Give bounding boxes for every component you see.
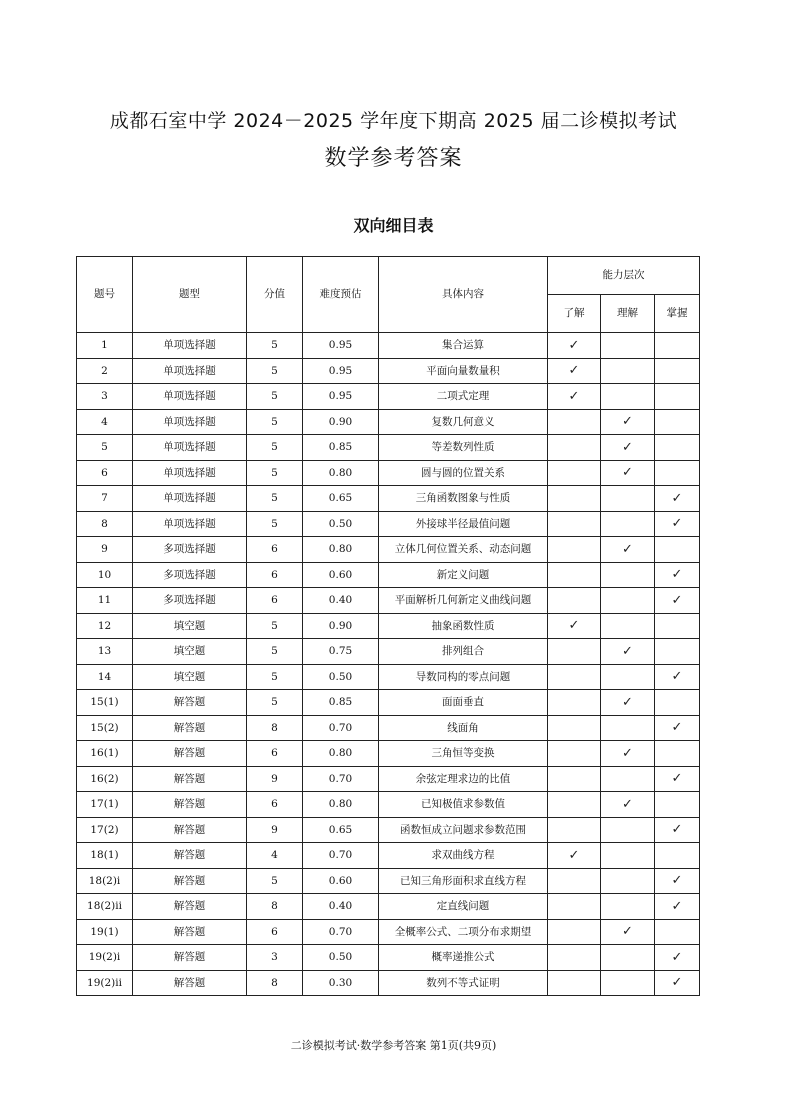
question-type-cell: 单项选择题	[133, 358, 247, 384]
understand-check-cell	[548, 460, 601, 486]
comprehend-check-cell	[601, 613, 655, 639]
comprehend-check-cell	[601, 511, 655, 537]
table-row	[77, 868, 700, 894]
understand-check-cell	[548, 562, 601, 588]
master-check-cell	[655, 511, 700, 537]
question-type-cell: 解答题	[133, 792, 247, 818]
table-row	[77, 486, 700, 512]
content-cell: 余弦定理求边的比值	[379, 766, 548, 792]
comprehend-check-cell	[601, 384, 655, 410]
content-cell: 排列组合	[379, 639, 548, 665]
content-cell: 立体几何位置关系、动态问题	[379, 537, 548, 563]
score-cell: 6	[247, 919, 303, 945]
table-row	[77, 919, 700, 945]
question-number-cell: 16(1)	[77, 741, 133, 767]
difficulty-cell: 0.50	[303, 945, 379, 971]
question-type-cell: 解答题	[133, 715, 247, 741]
question-number-cell: 15(1)	[77, 690, 133, 716]
difficulty-cell: 0.50	[303, 511, 379, 537]
table-row	[77, 384, 700, 410]
score-cell: 8	[247, 715, 303, 741]
header-score: 分值	[247, 257, 303, 333]
master-check-cell	[655, 486, 700, 512]
table-row	[77, 817, 700, 843]
content-cell: 求双曲线方程	[379, 843, 548, 869]
comprehend-check-cell	[601, 919, 655, 945]
check-mark-icon: ✓	[622, 465, 633, 481]
check-mark-icon: ✓	[671, 975, 683, 991]
master-check-cell	[655, 664, 700, 690]
question-number-cell: 2	[77, 358, 133, 384]
question-number-cell: 18(2)ⅱ	[77, 894, 133, 920]
content-cell: 面面垂直	[379, 690, 548, 716]
question-type-cell: 单项选择题	[133, 409, 247, 435]
table-row	[77, 690, 700, 716]
content-cell: 导数同构的零点问题	[379, 664, 548, 690]
score-cell: 5	[247, 664, 303, 690]
comprehend-check-cell	[601, 945, 655, 971]
table-row	[77, 435, 700, 461]
master-check-cell	[655, 715, 700, 741]
master-check-cell	[655, 639, 700, 665]
table-row	[77, 843, 700, 869]
comprehend-check-cell	[601, 843, 655, 869]
comprehend-check-cell	[601, 409, 655, 435]
difficulty-cell: 0.85	[303, 435, 379, 461]
master-check-cell	[655, 766, 700, 792]
score-cell: 8	[247, 970, 303, 996]
difficulty-cell: 0.80	[303, 792, 379, 818]
check-mark-icon: ✓	[622, 541, 633, 557]
understand-check-cell	[548, 358, 601, 384]
question-number-cell: 6	[77, 460, 133, 486]
table-title: 双向细目表	[353, 216, 434, 235]
understand-check-cell	[548, 919, 601, 945]
question-number-cell: 18(2)ⅰ	[77, 868, 133, 894]
difficulty-cell: 0.65	[303, 817, 379, 843]
question-type-cell: 解答题	[133, 868, 247, 894]
content-cell: 已知三角形面积求直线方程	[379, 868, 548, 894]
content-cell: 二项式定理	[379, 384, 548, 410]
score-cell: 6	[247, 562, 303, 588]
master-check-cell	[655, 970, 700, 996]
understand-check-cell	[548, 894, 601, 920]
check-mark-icon: ✓	[671, 898, 683, 914]
understand-check-cell	[548, 690, 601, 716]
comprehend-check-cell	[601, 435, 655, 461]
check-mark-icon: ✓	[568, 388, 580, 404]
score-cell: 6	[247, 741, 303, 767]
content-cell: 三角函数图象与性质	[379, 486, 548, 512]
table-row	[77, 766, 700, 792]
question-number-cell: 11	[77, 588, 133, 614]
check-mark-icon: ✓	[568, 363, 580, 379]
question-type-cell: 多项选择题	[133, 562, 247, 588]
understand-check-cell	[548, 664, 601, 690]
content-cell: 全概率公式、二项分布求期望	[379, 919, 548, 945]
difficulty-cell: 0.80	[303, 460, 379, 486]
question-number-cell: 5	[77, 435, 133, 461]
comprehend-check-cell	[601, 690, 655, 716]
score-cell: 9	[247, 766, 303, 792]
content-cell: 已知极值求参数值	[379, 792, 548, 818]
master-check-cell	[655, 868, 700, 894]
question-number-cell: 9	[77, 537, 133, 563]
question-type-cell: 解答题	[133, 919, 247, 945]
question-type-cell: 解答题	[133, 894, 247, 920]
master-check-cell	[655, 409, 700, 435]
master-check-cell	[655, 460, 700, 486]
master-check-cell	[655, 945, 700, 971]
difficulty-cell: 0.75	[303, 639, 379, 665]
master-check-cell	[655, 919, 700, 945]
content-cell: 圆与圆的位置关系	[379, 460, 548, 486]
understand-check-cell	[548, 945, 601, 971]
comprehend-check-cell	[601, 486, 655, 512]
question-type-cell: 解答题	[133, 817, 247, 843]
score-cell: 6	[247, 537, 303, 563]
score-cell: 4	[247, 843, 303, 869]
content-cell: 外接球半径最值问题	[379, 511, 548, 537]
check-mark-icon: ✓	[671, 669, 683, 685]
check-mark-icon: ✓	[671, 490, 683, 506]
difficulty-cell: 0.40	[303, 588, 379, 614]
question-number-cell: 10	[77, 562, 133, 588]
two-way-specification-table	[76, 256, 700, 996]
difficulty-cell: 0.70	[303, 766, 379, 792]
question-type-cell: 解答题	[133, 945, 247, 971]
question-number-cell: 7	[77, 486, 133, 512]
score-cell: 5	[247, 358, 303, 384]
check-mark-icon: ✓	[622, 643, 633, 659]
understand-check-cell	[548, 766, 601, 792]
content-cell: 复数几何意义	[379, 409, 548, 435]
question-number-cell: 12	[77, 613, 133, 639]
score-cell: 5	[247, 384, 303, 410]
question-type-cell: 单项选择题	[133, 384, 247, 410]
header-ability-level: 能力层次	[548, 257, 700, 295]
understand-check-cell	[548, 511, 601, 537]
content-cell: 定直线问题	[379, 894, 548, 920]
question-number-cell: 19(1)	[77, 919, 133, 945]
master-check-cell	[655, 792, 700, 818]
difficulty-cell: 0.30	[303, 970, 379, 996]
question-type-cell: 解答题	[133, 766, 247, 792]
understand-check-cell	[548, 970, 601, 996]
difficulty-cell: 0.40	[303, 894, 379, 920]
check-mark-icon: ✓	[622, 745, 633, 761]
content-cell: 抽象函数性质	[379, 613, 548, 639]
check-mark-icon: ✓	[568, 618, 580, 634]
understand-check-cell	[548, 486, 601, 512]
table-row	[77, 715, 700, 741]
check-mark-icon: ✓	[671, 516, 683, 532]
check-mark-icon: ✓	[622, 439, 633, 455]
master-check-cell	[655, 843, 700, 869]
score-cell: 6	[247, 588, 303, 614]
understand-check-cell	[548, 639, 601, 665]
master-check-cell	[655, 817, 700, 843]
difficulty-cell: 0.70	[303, 715, 379, 741]
header-content: 具体内容	[379, 257, 548, 333]
score-cell: 5	[247, 639, 303, 665]
check-mark-icon: ✓	[671, 567, 683, 583]
comprehend-check-cell	[601, 588, 655, 614]
master-check-cell	[655, 588, 700, 614]
question-type-cell: 多项选择题	[133, 537, 247, 563]
score-cell: 9	[247, 817, 303, 843]
content-cell: 数列不等式证明	[379, 970, 548, 996]
difficulty-cell: 0.65	[303, 486, 379, 512]
question-number-cell: 3	[77, 384, 133, 410]
question-number-cell: 17(2)	[77, 817, 133, 843]
score-cell: 5	[247, 511, 303, 537]
table-row	[77, 537, 700, 563]
table-body	[77, 333, 700, 996]
score-cell: 5	[247, 690, 303, 716]
understand-check-cell	[548, 384, 601, 410]
master-check-cell	[655, 537, 700, 563]
table-row	[77, 792, 700, 818]
question-number-cell: 16(2)	[77, 766, 133, 792]
question-type-cell: 单项选择题	[133, 511, 247, 537]
score-cell: 5	[247, 613, 303, 639]
master-check-cell	[655, 894, 700, 920]
table-row	[77, 894, 700, 920]
table-row	[77, 409, 700, 435]
question-type-cell: 单项选择题	[133, 435, 247, 461]
content-cell: 平面解析几何新定义曲线问题	[379, 588, 548, 614]
header-question-type: 题型	[133, 257, 247, 333]
understand-check-cell	[548, 537, 601, 563]
question-type-cell: 解答题	[133, 741, 247, 767]
question-number-cell: 4	[77, 409, 133, 435]
question-number-cell: 19(2)ⅰ	[77, 945, 133, 971]
content-cell: 平面向量数量积	[379, 358, 548, 384]
comprehend-check-cell	[601, 715, 655, 741]
master-check-cell	[655, 613, 700, 639]
score-cell: 6	[247, 792, 303, 818]
question-type-cell: 单项选择题	[133, 333, 247, 359]
master-check-cell	[655, 333, 700, 359]
header-comprehend: 理解	[601, 295, 655, 333]
comprehend-check-cell	[601, 970, 655, 996]
check-mark-icon: ✓	[671, 592, 683, 608]
header-understand: 了解	[548, 295, 601, 333]
check-mark-icon: ✓	[671, 771, 683, 787]
question-type-cell: 填空题	[133, 639, 247, 665]
difficulty-cell: 0.60	[303, 562, 379, 588]
understand-check-cell	[548, 868, 601, 894]
table-row	[77, 588, 700, 614]
master-check-cell	[655, 384, 700, 410]
table-row	[77, 562, 700, 588]
check-mark-icon: ✓	[622, 414, 633, 430]
check-mark-icon: ✓	[671, 822, 683, 838]
master-check-cell	[655, 562, 700, 588]
content-cell: 三角恒等变换	[379, 741, 548, 767]
table-row	[77, 970, 700, 996]
score-cell: 8	[247, 894, 303, 920]
master-check-cell	[655, 741, 700, 767]
score-cell: 3	[247, 945, 303, 971]
check-mark-icon: ✓	[568, 847, 580, 863]
question-type-cell: 单项选择题	[133, 460, 247, 486]
comprehend-check-cell	[601, 639, 655, 665]
question-number-cell: 13	[77, 639, 133, 665]
check-mark-icon: ✓	[622, 796, 633, 812]
exam-title: 成都石室中学 2024－2025 学年度下期高 2025 届二诊模拟考试	[109, 110, 678, 132]
understand-check-cell	[548, 817, 601, 843]
question-number-cell: 1	[77, 333, 133, 359]
comprehend-check-cell	[601, 664, 655, 690]
comprehend-check-cell	[601, 868, 655, 894]
understand-check-cell	[548, 843, 601, 869]
table-row	[77, 333, 700, 359]
score-cell: 5	[247, 435, 303, 461]
comprehend-check-cell	[601, 894, 655, 920]
question-type-cell: 填空题	[133, 613, 247, 639]
check-mark-icon: ✓	[671, 720, 683, 736]
comprehend-check-cell	[601, 358, 655, 384]
score-cell: 5	[247, 333, 303, 359]
question-type-cell: 解答题	[133, 970, 247, 996]
difficulty-cell: 0.50	[303, 664, 379, 690]
question-number-cell: 14	[77, 664, 133, 690]
content-cell: 新定义问题	[379, 562, 548, 588]
master-check-cell	[655, 358, 700, 384]
score-cell: 5	[247, 486, 303, 512]
question-number-cell: 17(1)	[77, 792, 133, 818]
question-type-cell: 填空题	[133, 664, 247, 690]
difficulty-cell: 0.60	[303, 868, 379, 894]
understand-check-cell	[548, 715, 601, 741]
difficulty-cell: 0.90	[303, 409, 379, 435]
difficulty-cell: 0.95	[303, 358, 379, 384]
comprehend-check-cell	[601, 741, 655, 767]
understand-check-cell	[548, 588, 601, 614]
header-difficulty: 难度预估	[303, 257, 379, 333]
table-row	[77, 639, 700, 665]
table-row	[77, 664, 700, 690]
understand-check-cell	[548, 741, 601, 767]
content-cell: 概率递推公式	[379, 945, 548, 971]
comprehend-check-cell	[601, 460, 655, 486]
content-cell: 函数恒成立问题求参数范围	[379, 817, 548, 843]
understand-check-cell	[548, 613, 601, 639]
table-row	[77, 511, 700, 537]
question-number-cell: 8	[77, 511, 133, 537]
check-mark-icon: ✓	[568, 337, 580, 353]
check-mark-icon: ✓	[671, 873, 683, 889]
difficulty-cell: 0.80	[303, 537, 379, 563]
table-row	[77, 460, 700, 486]
difficulty-cell: 0.70	[303, 843, 379, 869]
check-mark-icon: ✓	[622, 694, 633, 710]
content-cell: 等差数列性质	[379, 435, 548, 461]
content-cell: 线面角	[379, 715, 548, 741]
question-type-cell: 单项选择题	[133, 486, 247, 512]
page-footer: 二诊模拟考试·数学参考答案 第1页(共9页)	[290, 1039, 497, 1052]
question-number-cell: 19(2)ⅱ	[77, 970, 133, 996]
header-question-number: 题号	[77, 257, 133, 333]
difficulty-cell: 0.80	[303, 741, 379, 767]
header-master: 掌握	[655, 295, 700, 333]
difficulty-cell: 0.90	[303, 613, 379, 639]
question-type-cell: 多项选择题	[133, 588, 247, 614]
score-cell: 5	[247, 409, 303, 435]
table-row	[77, 945, 700, 971]
question-type-cell: 解答题	[133, 690, 247, 716]
comprehend-check-cell	[601, 792, 655, 818]
check-mark-icon: ✓	[622, 924, 633, 940]
score-cell: 5	[247, 868, 303, 894]
document-subtitle: 数学参考答案	[324, 146, 463, 171]
difficulty-cell: 0.85	[303, 690, 379, 716]
difficulty-cell: 0.95	[303, 384, 379, 410]
question-type-cell: 解答题	[133, 843, 247, 869]
understand-check-cell	[548, 792, 601, 818]
comprehend-check-cell	[601, 537, 655, 563]
comprehend-check-cell	[601, 562, 655, 588]
comprehend-check-cell	[601, 333, 655, 359]
table-row	[77, 741, 700, 767]
master-check-cell	[655, 690, 700, 716]
comprehend-check-cell	[601, 817, 655, 843]
difficulty-cell: 0.95	[303, 333, 379, 359]
table-row	[77, 358, 700, 384]
check-mark-icon: ✓	[671, 949, 683, 965]
content-cell: 集合运算	[379, 333, 548, 359]
comprehend-check-cell	[601, 766, 655, 792]
difficulty-cell: 0.70	[303, 919, 379, 945]
score-cell: 5	[247, 460, 303, 486]
understand-check-cell	[548, 333, 601, 359]
understand-check-cell	[548, 435, 601, 461]
question-number-cell: 18(1)	[77, 843, 133, 869]
table-row	[77, 613, 700, 639]
question-number-cell: 15(2)	[77, 715, 133, 741]
understand-check-cell	[548, 409, 601, 435]
master-check-cell	[655, 435, 700, 461]
